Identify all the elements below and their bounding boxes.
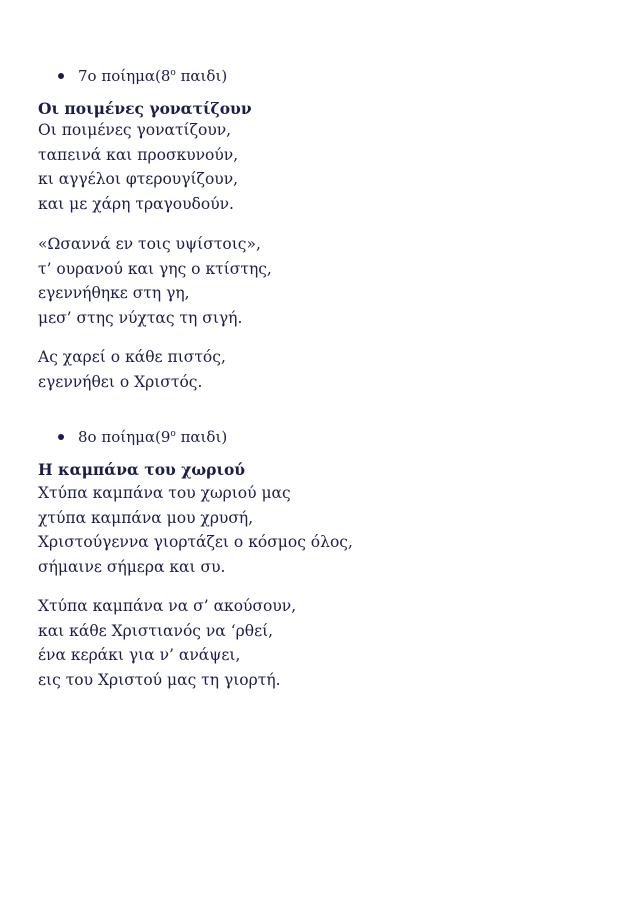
bullet-icon: [58, 73, 64, 79]
verse-line: εις του Χριστού μας τη γιορτή.: [38, 670, 281, 689]
verse-line: Οι ποιμένες γονατίζουν,: [38, 121, 232, 139]
verse-line: εγεννήθει ο Χριστός.: [38, 372, 203, 391]
poem-heading-7: [58, 66, 227, 86]
verse-line: ένα κεράκι για ν’ ανάψει,: [38, 646, 241, 664]
heading-superscript: ο: [170, 429, 176, 439]
verse-line: Χτύπα καμπάνα του χωριού μας: [38, 484, 291, 502]
verse-line: Χριστούγεννα γιορτάζει ο κόσμος όλος,: [38, 533, 353, 551]
heading-tail: παιδι): [175, 428, 228, 446]
stanza: [38, 232, 272, 330]
verse-line: κι αγγέλοι φτερουγίζουν,: [38, 170, 239, 188]
verse-line: και με χάρη τραγουδούν.: [38, 194, 234, 213]
bullet-icon: [58, 434, 64, 440]
heading-main: 7ο ποίημα(8: [78, 67, 171, 85]
heading-main: 8ο ποίημα(9: [78, 428, 171, 446]
verse-line: σήμαινε σήμερα και συ.: [38, 557, 226, 576]
verse-line: ταπεινά και προσκυνούν,: [38, 145, 239, 164]
stanza: [38, 118, 238, 216]
verse-line: Χτύπα καμπάνα να σ’ ακούσουν,: [38, 597, 297, 615]
stanza: [38, 594, 296, 692]
stanza: [38, 481, 353, 579]
verse-line: Ας χαρεί ο κάθε πιστός,: [38, 348, 226, 366]
verse-line: τ’ ουρανού και γης ο κτίστης,: [38, 259, 272, 278]
poem-title: Οι ποιμένες γονατίζουν: [38, 99, 252, 118]
verse-line: μεσ’ στης νύχτας τη σιγή.: [38, 308, 243, 327]
verse-line: χτύπα καμπάνα μου χρυσή,: [38, 508, 254, 527]
verse-line: «Ωσαννά εν τοις υψίστοις»,: [38, 235, 261, 253]
verse-line: και κάθε Χριστιανός να ‘ρθεί,: [38, 621, 274, 640]
poem-heading-8: [58, 427, 227, 447]
verse-line: εγεννήθηκε στη γη,: [38, 284, 190, 302]
poem-title: Η καμπάνα του χωριού: [38, 460, 246, 479]
heading-superscript: ο: [170, 68, 176, 78]
heading-tail: παιδι): [175, 67, 228, 85]
stanza: [38, 345, 226, 394]
